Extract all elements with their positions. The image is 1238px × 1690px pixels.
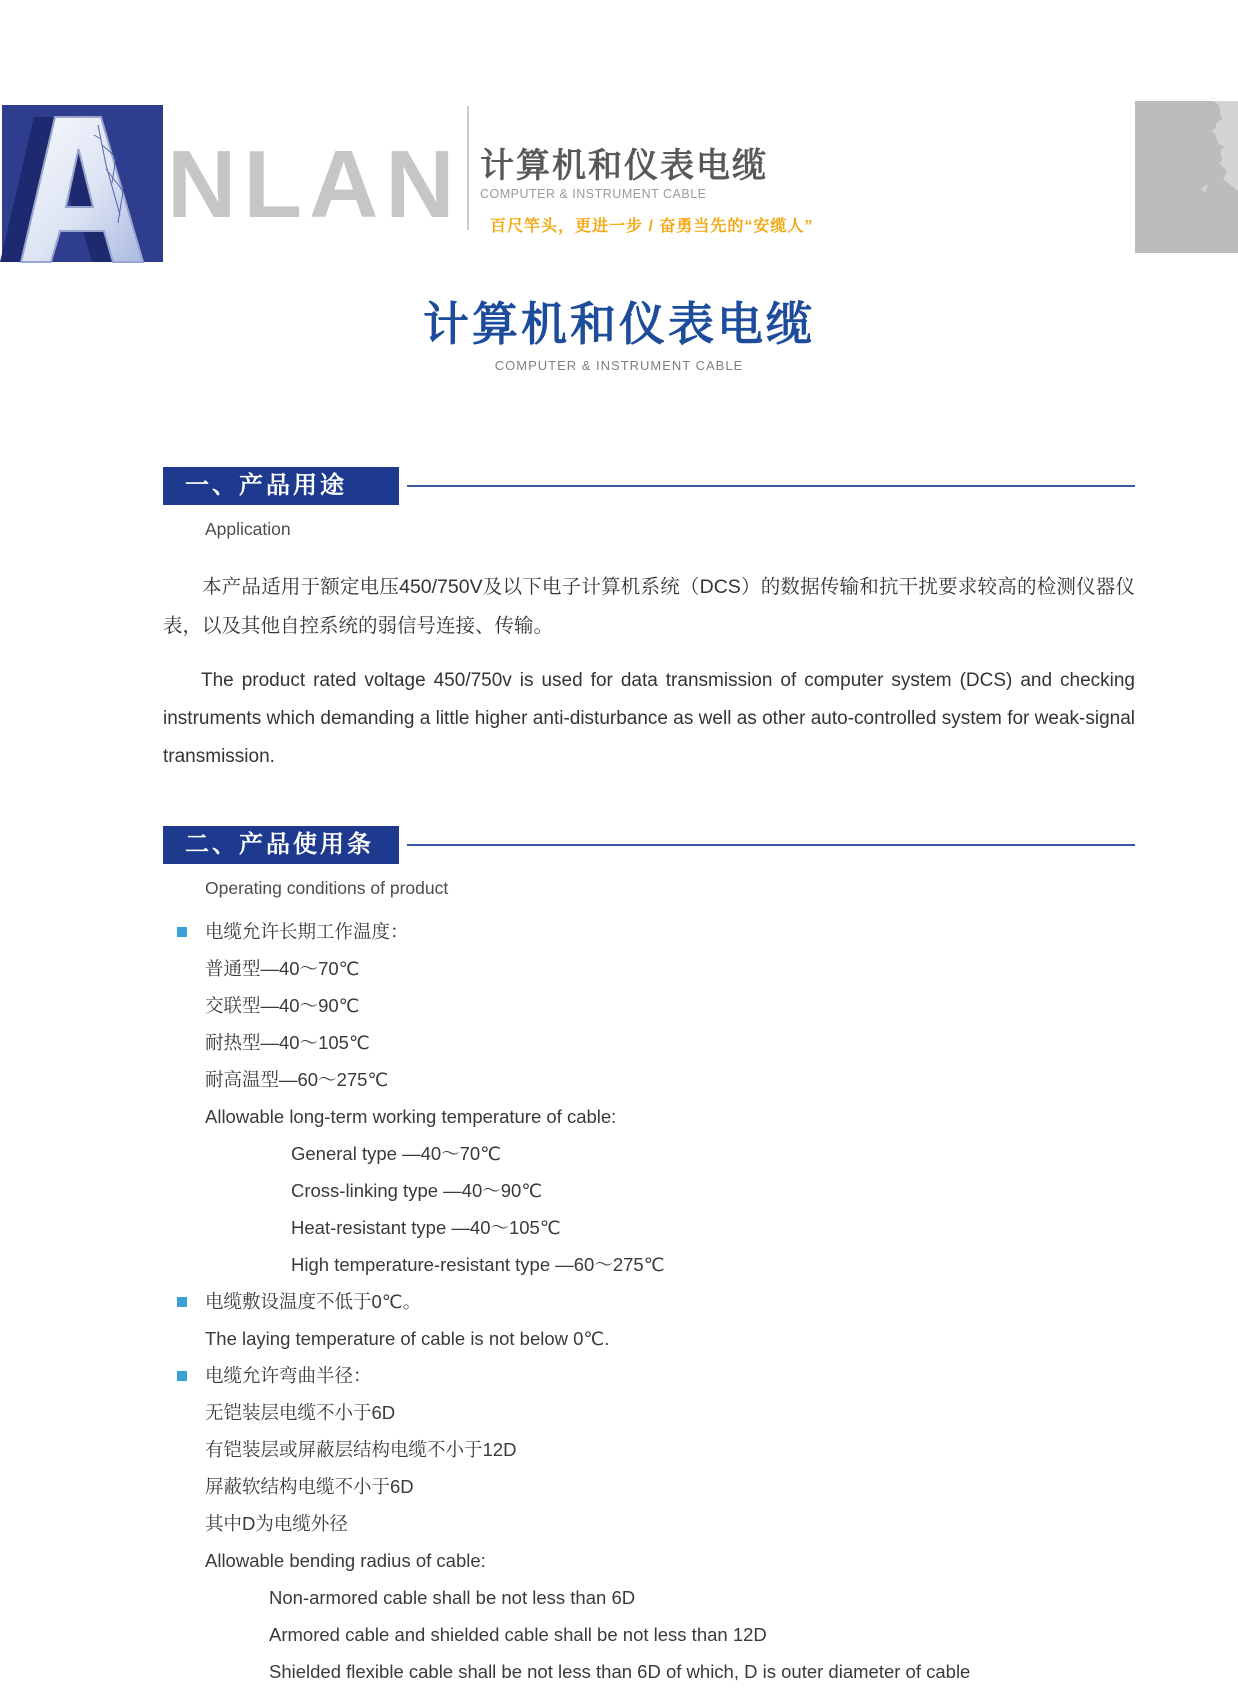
list-item-bullet bbox=[163, 913, 1135, 950]
header-title-cn: 计算机和仪表电缆 bbox=[480, 147, 768, 185]
section-heading-rule bbox=[407, 844, 1135, 846]
list-item bbox=[163, 1061, 1135, 1098]
content-column bbox=[163, 467, 1135, 1690]
list-item-text: 普通型—40～70℃ bbox=[205, 958, 360, 979]
list-item bbox=[163, 1468, 1135, 1505]
list-item-text: 屏蔽软结构电缆不小于6D bbox=[205, 1476, 414, 1497]
brand-slogan: 百尺竿头，更进一步 / 奋勇当先的“安缆人” bbox=[490, 218, 814, 235]
list-item-text: 电缆允许弯曲半径： bbox=[205, 1365, 372, 1386]
list-item bbox=[163, 1394, 1135, 1431]
list-item-text: Heat-resistant type —40～105℃ bbox=[291, 1217, 561, 1238]
section-heading-english: Application bbox=[205, 519, 291, 539]
list-item bbox=[163, 1431, 1135, 1468]
list-item-text: High temperature-resistant type —60～275℃ bbox=[291, 1254, 665, 1275]
corner-leaf-decoration-icon bbox=[1135, 101, 1238, 253]
logo-wordmark: NLAN bbox=[167, 131, 462, 238]
section-heading-english: Operating conditions of product bbox=[205, 878, 449, 898]
list-item-text: Armored cable and shielded cable shall be not less than 12D bbox=[269, 1624, 767, 1645]
list-item-text: The laying temperature of cable is not below 0℃. bbox=[205, 1328, 610, 1349]
list-item-text: 电缆允许长期工作温度： bbox=[205, 921, 409, 942]
list-item-text: 耐高温型—60～275℃ bbox=[205, 1069, 389, 1090]
list-item bbox=[163, 1320, 1135, 1357]
bullet-square-icon bbox=[177, 927, 187, 937]
section-heading-bar: 二、产品使用条件 bbox=[163, 826, 399, 864]
page-header bbox=[0, 0, 1238, 262]
header-titles bbox=[480, 146, 1040, 236]
list-item-text: 有铠装层或屏蔽层结构电缆不小于12D bbox=[205, 1439, 517, 1460]
list-item-bullet bbox=[163, 1283, 1135, 1320]
list-item bbox=[163, 1209, 1135, 1246]
list-item bbox=[163, 987, 1135, 1024]
list-item-text: Allowable bending radius of cable: bbox=[205, 1550, 486, 1571]
list-item-text: Shielded flexible cable shall be not less than 6D of which, D is outer diameter of cable bbox=[269, 1661, 971, 1682]
list-item-text: Non-armored cable shall be not less than 6D bbox=[269, 1587, 636, 1608]
list-item bbox=[163, 1579, 1135, 1616]
application-paragraphs bbox=[163, 568, 1135, 776]
list-item-text: 电缆敷设温度不低于0℃。 bbox=[205, 1291, 422, 1312]
list-item bbox=[163, 950, 1135, 987]
conditions-list bbox=[163, 913, 1135, 1690]
list-item-text: Allowable long-term working temperature of cable: bbox=[205, 1106, 617, 1127]
section-operating-conditions bbox=[163, 826, 1135, 1690]
section-heading-bar: 一、产品用途 bbox=[163, 467, 399, 505]
section-heading-rule bbox=[407, 485, 1135, 487]
page-title-en: COMPUTER & INSTRUMENT CABLE bbox=[494, 358, 744, 373]
list-item bbox=[163, 1246, 1135, 1283]
page-title: 计算机和仪表电缆 bbox=[423, 298, 815, 350]
list-item bbox=[163, 1172, 1135, 1209]
list-item bbox=[163, 1098, 1135, 1135]
list-item-text: General type —40～70℃ bbox=[291, 1143, 501, 1164]
list-item bbox=[163, 1505, 1135, 1542]
paragraph: 本产品适用于额定电压450/750V及以下电子计算机系统（DCS）的数据传输和抗干扰要求较高的检测仪器仪表，以及其他自控系统的弱信号连接、传输。 bbox=[163, 576, 1135, 637]
header-title-en: COMPUTER & INSTRUMENT CABLE bbox=[480, 187, 707, 201]
list-item bbox=[163, 1616, 1135, 1653]
section-heading bbox=[163, 467, 1135, 505]
list-item-bullet bbox=[163, 1357, 1135, 1394]
section-application bbox=[163, 467, 1135, 776]
anlan-logo-icon bbox=[2, 105, 163, 262]
list-item bbox=[163, 1135, 1135, 1172]
header-divider bbox=[467, 106, 469, 230]
list-item-text: 无铠装层电缆不小于6D bbox=[205, 1402, 396, 1423]
paragraph: The product rated voltage 450/750v is used for data transmission of computer system (DCS) and checking instruments which demanding a little higher anti-disturbance as well as other auto-controlled system for weak-signal transmission. bbox=[163, 670, 1135, 767]
bullet-square-icon bbox=[177, 1371, 187, 1381]
list-item bbox=[163, 1653, 1135, 1690]
list-item bbox=[163, 1024, 1135, 1061]
list-item-text: 其中D为电缆外径 bbox=[205, 1513, 348, 1534]
list-item-text: 耐热型—40～105℃ bbox=[205, 1032, 370, 1053]
list-item-text: 交联型—40～90℃ bbox=[205, 995, 360, 1016]
bullet-square-icon bbox=[177, 1297, 187, 1307]
list-item-text: Cross-linking type —40～90℃ bbox=[291, 1180, 543, 1201]
list-item bbox=[163, 1542, 1135, 1579]
